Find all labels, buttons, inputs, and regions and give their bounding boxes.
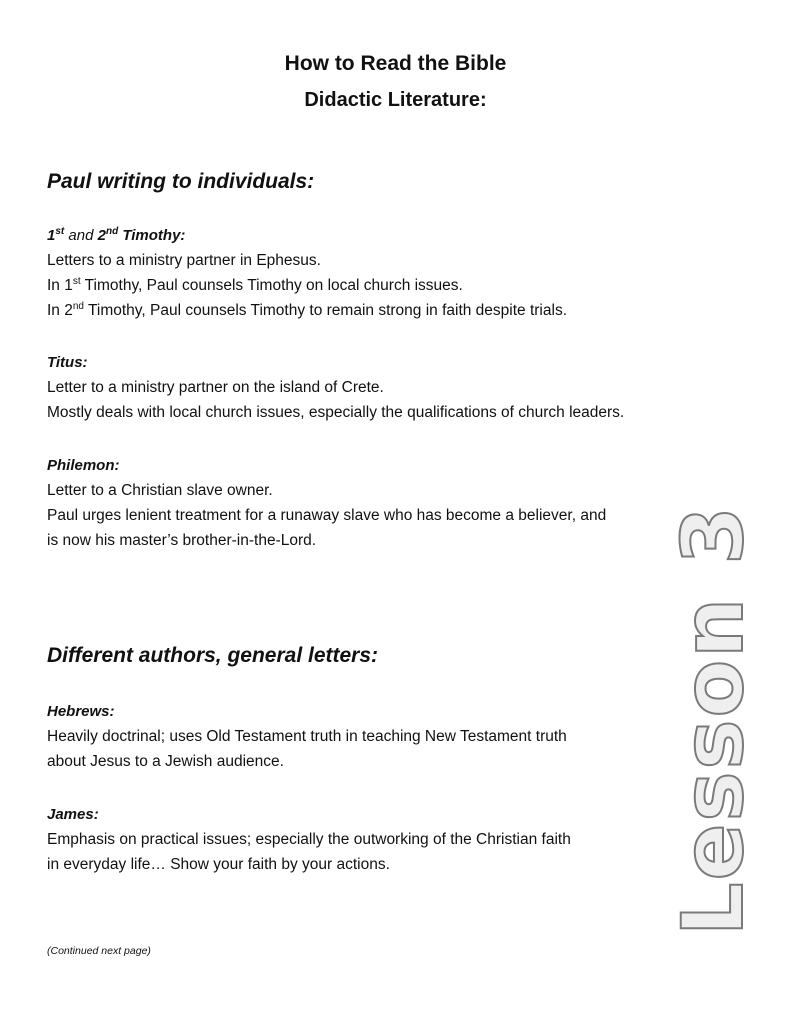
page-title: How to Read the Bible <box>284 52 507 75</box>
hebrews-line-2: about Jesus to a Jewish audience. <box>47 753 284 770</box>
hebrews-line-1: Heavily doctrinal; uses Old Testament truth in teaching New Testament truth <box>47 728 567 745</box>
philemon-line-3: is now his master’s brother-in-the-Lord. <box>47 532 317 549</box>
section-heading-individuals: Paul writing to individuals: <box>47 170 315 193</box>
timothy-line-3: In 2nd Timothy, Paul counsels Timothy to remain strong in faith despite trials. <box>47 301 567 319</box>
timothy-heading: 1st and 2nd Timothy: <box>47 226 186 244</box>
titus-block <box>47 350 687 425</box>
philemon-line-1: Letter to a Christian slave owner. <box>47 482 273 499</box>
continued-note: (Continued next page) <box>47 945 151 957</box>
lesson-side-label: Lesson 3 <box>664 504 762 936</box>
timothy-block <box>47 223 687 323</box>
james-line-2: in everyday life… Show your faith by your actions. <box>47 856 390 873</box>
hebrews-heading: Hebrews: <box>47 703 115 720</box>
james-block <box>47 802 687 877</box>
james-line-1: Emphasis on practical issues; especially the outworking of the Christian faith <box>47 831 571 848</box>
philemon-block <box>47 453 687 553</box>
titus-line-1: Letter to a ministry partner on the island of Crete. <box>47 379 384 396</box>
titus-heading: Titus: <box>47 354 88 371</box>
timothy-line-2: In 1st Timothy, Paul counsels Timothy on local church issues. <box>47 276 463 294</box>
philemon-line-2: Paul urges lenient treatment for a runaway slave who has become a believer, and <box>47 507 607 524</box>
philemon-heading: Philemon: <box>47 457 120 474</box>
timothy-line-1: Letters to a ministry partner in Ephesus. <box>47 252 321 269</box>
page-subtitle: Didactic Literature: <box>304 89 487 111</box>
hebrews-block <box>47 699 687 774</box>
section-heading-general: Different authors, general letters: <box>47 644 379 667</box>
titus-line-2: Mostly deals with local church issues, especially the qualifications of church leaders. <box>47 404 625 421</box>
james-heading: James: <box>47 806 99 823</box>
